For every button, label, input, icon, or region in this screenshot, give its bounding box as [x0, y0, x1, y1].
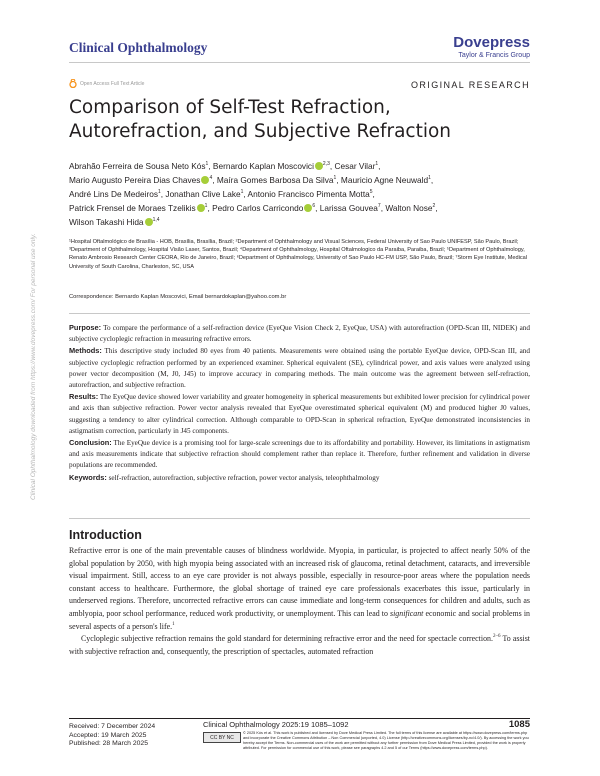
abstract-divider-bottom: [69, 518, 530, 519]
article-type: ORIGINAL RESEARCH: [411, 80, 530, 90]
footer-divider: [69, 718, 530, 719]
keywords-label: Keywords:: [69, 472, 107, 482]
orcid-icon[interactable]: [197, 204, 205, 212]
intro-paragraph-1-end: economic and social problems in several aspects of a person's life.: [69, 608, 530, 631]
author[interactable]: Maíra Gomes Barbosa Da Silva: [216, 175, 334, 185]
purpose-label: Purpose:: [69, 323, 102, 332]
accepted-date: Accepted: 19 March 2025: [69, 731, 147, 739]
author[interactable]: Patrick Frensel de Moraes Tzelikis: [69, 203, 196, 213]
abstract-divider-top: [69, 313, 530, 314]
open-access-badge: [69, 79, 144, 88]
header-divider: [69, 62, 530, 63]
orcid-icon[interactable]: [315, 162, 323, 170]
author-list: Abrahão Ferreira de Sousa Neto Kós$^1$, Bernardo Kaplan Moscovici $^{2,3}$, Cesar Vilar$^1$, Mario Augusto Pereira Dias Chaves $^4$, Maíra Gomes Barbosa Da Silva$^1$, Mauricio Agne Neuwald$^1$, André Lins De Medeiros$^1$, Jonathan Clive Lake$^1$, Antonio Francisco Pimenta Motta$^5$, Patrick Frensel de Moraes Tzelikis $^1$, Pedro Carlos Carricondo $^6$, Larissa Gouvea$^7$, Walton Nose$^2$, Wilson Takashi Hida $^{1,4}$: [69, 161, 438, 227]
introduction-heading: Introduction: [69, 528, 142, 542]
cc-icon: CC BY NC: [210, 734, 234, 741]
reference-link[interactable]: 2–6: [492, 634, 501, 640]
open-access-label: Open Access Full Text Article: [80, 80, 145, 87]
introduction-body: [69, 545, 530, 658]
methods-label: Methods:: [69, 346, 102, 356]
keywords-text: self-refraction, autorefraction, subjective refraction, power vector analysis, teleophthalmology: [108, 473, 380, 482]
results-text: The EyeQue device showed lower variability and greater homogeneity in spherical measurements but exhibited lower precision for cylindrical power and axis than subjective refraction. Power vector analysis revealed that EyeQue overestimated spherical equivalent (M) and produced higher J0 values, suggesting a tendency to alter cylindrical correction. Although comparable to OPD-Scan in spherical refraction, EyeQue demonstrated inconsistencies in astigmatism correction, particularly in J45 components.: [69, 393, 530, 435]
author[interactable]: Abrahão Ferreira de Sousa Neto Kós: [69, 161, 206, 171]
author[interactable]: Walton Nose: [385, 203, 433, 213]
license-text: © 2025 Kós et al. This work is published and licensed by Dove Medical Press Limited. The full terms of this license are available at https://www.dovepress.com/terms.php and incorporate the Creative Commons Attribution – Non Commercial (unported, 4.0) License (http://creativecommons.org/licenses/by-nc/4.0/). By accessing the work you hereby accept the Terms. Non-commercial uses of the work are permitted without any further permission from Dove Medical Press Limited, provided the work is properly attributed. For permission for commercial use of this work, please see paragraphs 4.2 and 5 of our Terms (https://www.dovepress.com/terms.php).: [243, 731, 529, 750]
author[interactable]: Mario Augusto Pereira Dias Chaves: [69, 175, 201, 185]
author[interactable]: Wilson Takashi Hida: [69, 217, 144, 227]
author[interactable]: Mauricio Agne Neuwald: [340, 175, 429, 185]
affiliations: ¹Hospital Oftalmológico de Brasília - HOB, Brasília, Brasília, Brazil; ²Department of Ophthalmology and Visual Sciences, Federal University of Sao Paulo UNIFESP, São Paulo, Brazil; ³Department of Ophthalmology, Hospital Visão Laser, Santos, Brazil; ⁴Department of Ophthalmology, Hospital Oftalmologico da Paraiba, Paraiba, Brazil; ⁵Department of Ophthalmology, Renato Ambrosio Research Center CEORA, Rio de Janeiro, Brazil; ⁶Department of Ophthalmology, University of Sao Paulo HC-FM USP, São Paulo, Brazil; ⁷Storm Eye Institute, Medical University of South Carolina, Charleston, SC, USA: [69, 239, 528, 270]
author[interactable]: Antonio Francisco Pimenta Motta: [247, 189, 370, 199]
results-label: Results:: [69, 392, 99, 402]
publisher-name: Dovepress: [453, 34, 530, 51]
author[interactable]: Pedro Carlos Carricondo: [212, 203, 304, 213]
title-line-2: Autorefraction, and Subjective Refraction: [69, 121, 452, 142]
cc-license-badge[interactable]: [203, 732, 241, 743]
conclusion-text: The EyeQue device is a promising tool for large-scale screenings due to its affordability and portability. However, its limitations in astigmatism and axis measurements indicate that subjective refraction should complement rather than replace it. Therefore, further refinement and validation in diverse populations are recommended.: [69, 439, 530, 470]
open-access-icon: [69, 79, 77, 88]
intro-paragraph-2: Cycloplegic subjective refraction remains the gold standard for determining refractive error and the need for spectacle correction.: [81, 634, 493, 644]
author[interactable]: Larissa Gouvea: [319, 203, 378, 213]
journal-name: Clinical Ophthalmology: [69, 40, 208, 55]
correspondence: Correspondence: Bernardo Kaplan Moscovici, Email bernardokaplan@yahoo.com.br: [69, 294, 287, 300]
intro-emphasis: significant: [390, 608, 424, 618]
intro-paragraph-2-end: To assist with subjective refraction and, consequently, the prescription of spectacles, automated refraction: [69, 634, 530, 656]
publisher-subtitle: Taylor & Francis Group: [458, 52, 530, 59]
publisher-logo: [453, 35, 530, 60]
orcid-icon[interactable]: [145, 218, 153, 226]
author[interactable]: Bernardo Kaplan Moscovici: [212, 161, 314, 171]
conclusion-label: Conclusion:: [69, 438, 112, 448]
article-title: [69, 96, 509, 144]
author[interactable]: André Lins De Medeiros: [69, 189, 159, 199]
download-watermark: Clinical Ophthalmology downloaded from https://www.dovepress.com/ For personal use only.: [30, 233, 37, 500]
received-date: Received: 7 December 2024: [69, 723, 156, 730]
title-line-1: Comparison of Self-Test Refraction,: [69, 97, 391, 118]
published-date: Published: 28 March 2025: [69, 740, 148, 747]
article-dates: [69, 723, 155, 749]
author[interactable]: Jonathan Clive Lake: [165, 189, 241, 199]
methods-text: This descriptive study included 80 eyes from 40 patients. Measurements were obtained using the portable EyeQue device, OPD-Scan III, and subjective cycloplegic refraction performed by an experienced examiner. Spherical equivalent (SE), cylindrical power, and axis values were analyzed using power vector decomposition (M, J0, J45) to improve accuracy in comparing methods. The main outcome was the agreement between self-refraction, autorefraction, and subjective refraction.: [69, 347, 530, 390]
citation: Clinical Ophthalmology 2025:19 1085–1092: [203, 720, 349, 729]
purpose-text: To compare the performance of a self-refraction device (EyeQue Vision Check 2, EyeQue, USA) with autorefraction (OPD-Scan III, NIDEK) and subjective cycloplegic refraction in measuring refractive errors.: [69, 324, 530, 344]
author[interactable]: Cesar Vilar: [334, 161, 376, 171]
reference-link[interactable]: 1: [172, 621, 175, 627]
intro-paragraph-1: Refractive error is one of the main preventable causes of blindness worldwide. Myopia, in particular, is projected to affect nearly 50% of the global population by 2050, with high myopia being associated with an increased risk of glaucoma, retinal detachment, cataracts, and irreversible visual impairment. Still, access to an eye care provider is not always possible, especially in resource-poor areas where the population needs constant access to healthcare. Furthermore, the global shortage of trained eye care professionals exacerbates this issue, particularly in underserved regions. Therefore, uncorrected refractive errors can cause immediate and long-term consequences for children and adults, such as amblyopia, poor school performance, reduced work productivity, or unemployment. This can lead to: [69, 546, 530, 618]
abstract: [69, 322, 530, 484]
page-number: 1085: [508, 719, 530, 730]
